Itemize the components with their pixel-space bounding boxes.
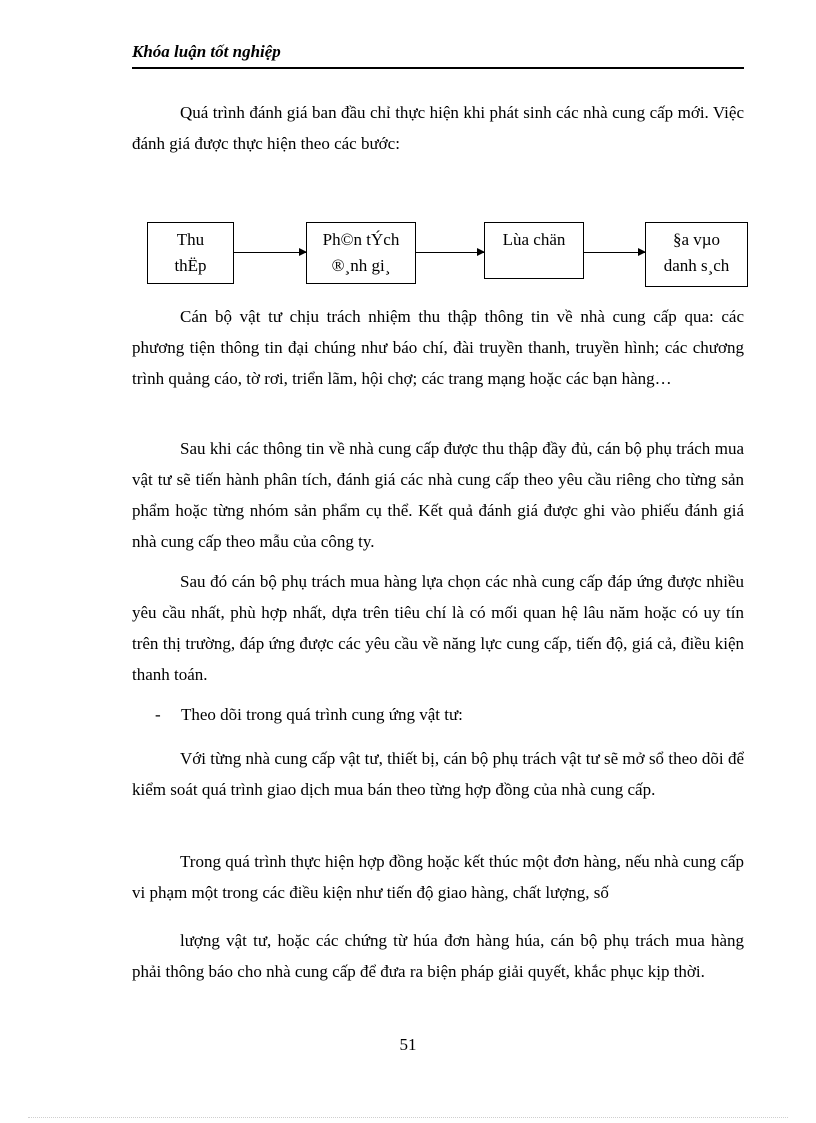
paragraph-violation: Trong quá trình thực hiện hợp đồng hoặc kết thúc một đơn hàng, nếu nhà cung cấp vi phạm một trong các điều kiện như tiến độ giao hàng, chất lượng, số [132,852,744,902]
paragraph-analyze: Sau khi các thông tin về nhà cung cấp được thu thập đầy đủ, cán bộ phụ trách mua vật tư sẽ tiến hành phân tích, đánh giá các nhà cung cấp theo yêu cầu riêng cho từng sản phẩm hoặc từng nhóm sản phẩm cụ thể. Kết quả đánh giá được ghi vào phiếu đánh giá nhà cung cấp theo mẫu của công ty. [132,439,744,551]
document-header: Khóa luận tốt nghiệp [132,42,281,61]
flow-step-label: danh s¸ch [663,256,730,275]
intro-paragraph: Quá trình đánh giá ban đầu chỉ thực hiện khi phát sinh các nhà cung cấp mới. Việc đánh giá được thực hiện theo các bước: [132,103,744,153]
flow-arrow [234,252,306,253]
header-rule [132,67,744,69]
flow-step-label: thËp [174,256,207,275]
flow-step-select [484,222,584,279]
paragraph-tracking: Với từng nhà cung cấp vật tư, thiết bị, cán bộ phụ trách vật tư sẽ mở sổ theo dõi để kiểm soát quá trình giao dịch mua bán theo từng hợp đồng của nhà cung cấp. [132,749,744,799]
bullet-dash: - [155,705,161,724]
flow-step-analyze [306,222,416,284]
footer-divider [28,1117,788,1118]
paragraph-remedy: lượng vật tư, hoặc các chứng từ húa đơn hàng húa, cán bộ phụ trách mua hàng phải thông báo cho nhà cung cấp để đưa ra biện pháp giải quyết, khắc phục kịp thời. [132,931,744,981]
flow-step-label: Ph©n tÝch [322,230,400,249]
flow-arrow [584,252,645,253]
page-number: 51 [399,1035,417,1054]
flow-step-collect [147,222,234,284]
bullet-text: Theo dõi trong quá trình cung ứng vật tư: [181,705,463,724]
flow-step-list [645,222,748,287]
flow-step-label: ®¸nh gi¸ [331,256,391,275]
flow-step-label: Lùa chän [502,230,566,249]
flow-arrow [416,252,484,253]
paragraph-collect-info: Cán bộ vật tư chịu trách nhiệm thu thập thông tin về nhà cung cấp qua: các phương tiện thông tin đại chúng như báo chí, đài truyền thanh, truyền hình; các chương trình quảng cáo, tờ rơi, triển lãm, hội chợ; các trang mạng hoặc các bạn hàng… [132,307,744,388]
flow-step-label: §a vµo [672,230,721,249]
paragraph-select: Sau đó cán bộ phụ trách mua hàng lựa chọn các nhà cung cấp đáp ứng được nhiều yêu cầu nhất, phù hợp nhất, dựa trên tiêu chí là có mối quan hệ lâu năm hoặc có uy tín trên thị trường, đáp ứng được các yêu cầu về năng lực cung cấp, tiến độ, giá cả, điều kiện thanh toán. [132,572,744,684]
flow-step-label: Thu [176,230,205,249]
bullet-item [155,705,463,725]
